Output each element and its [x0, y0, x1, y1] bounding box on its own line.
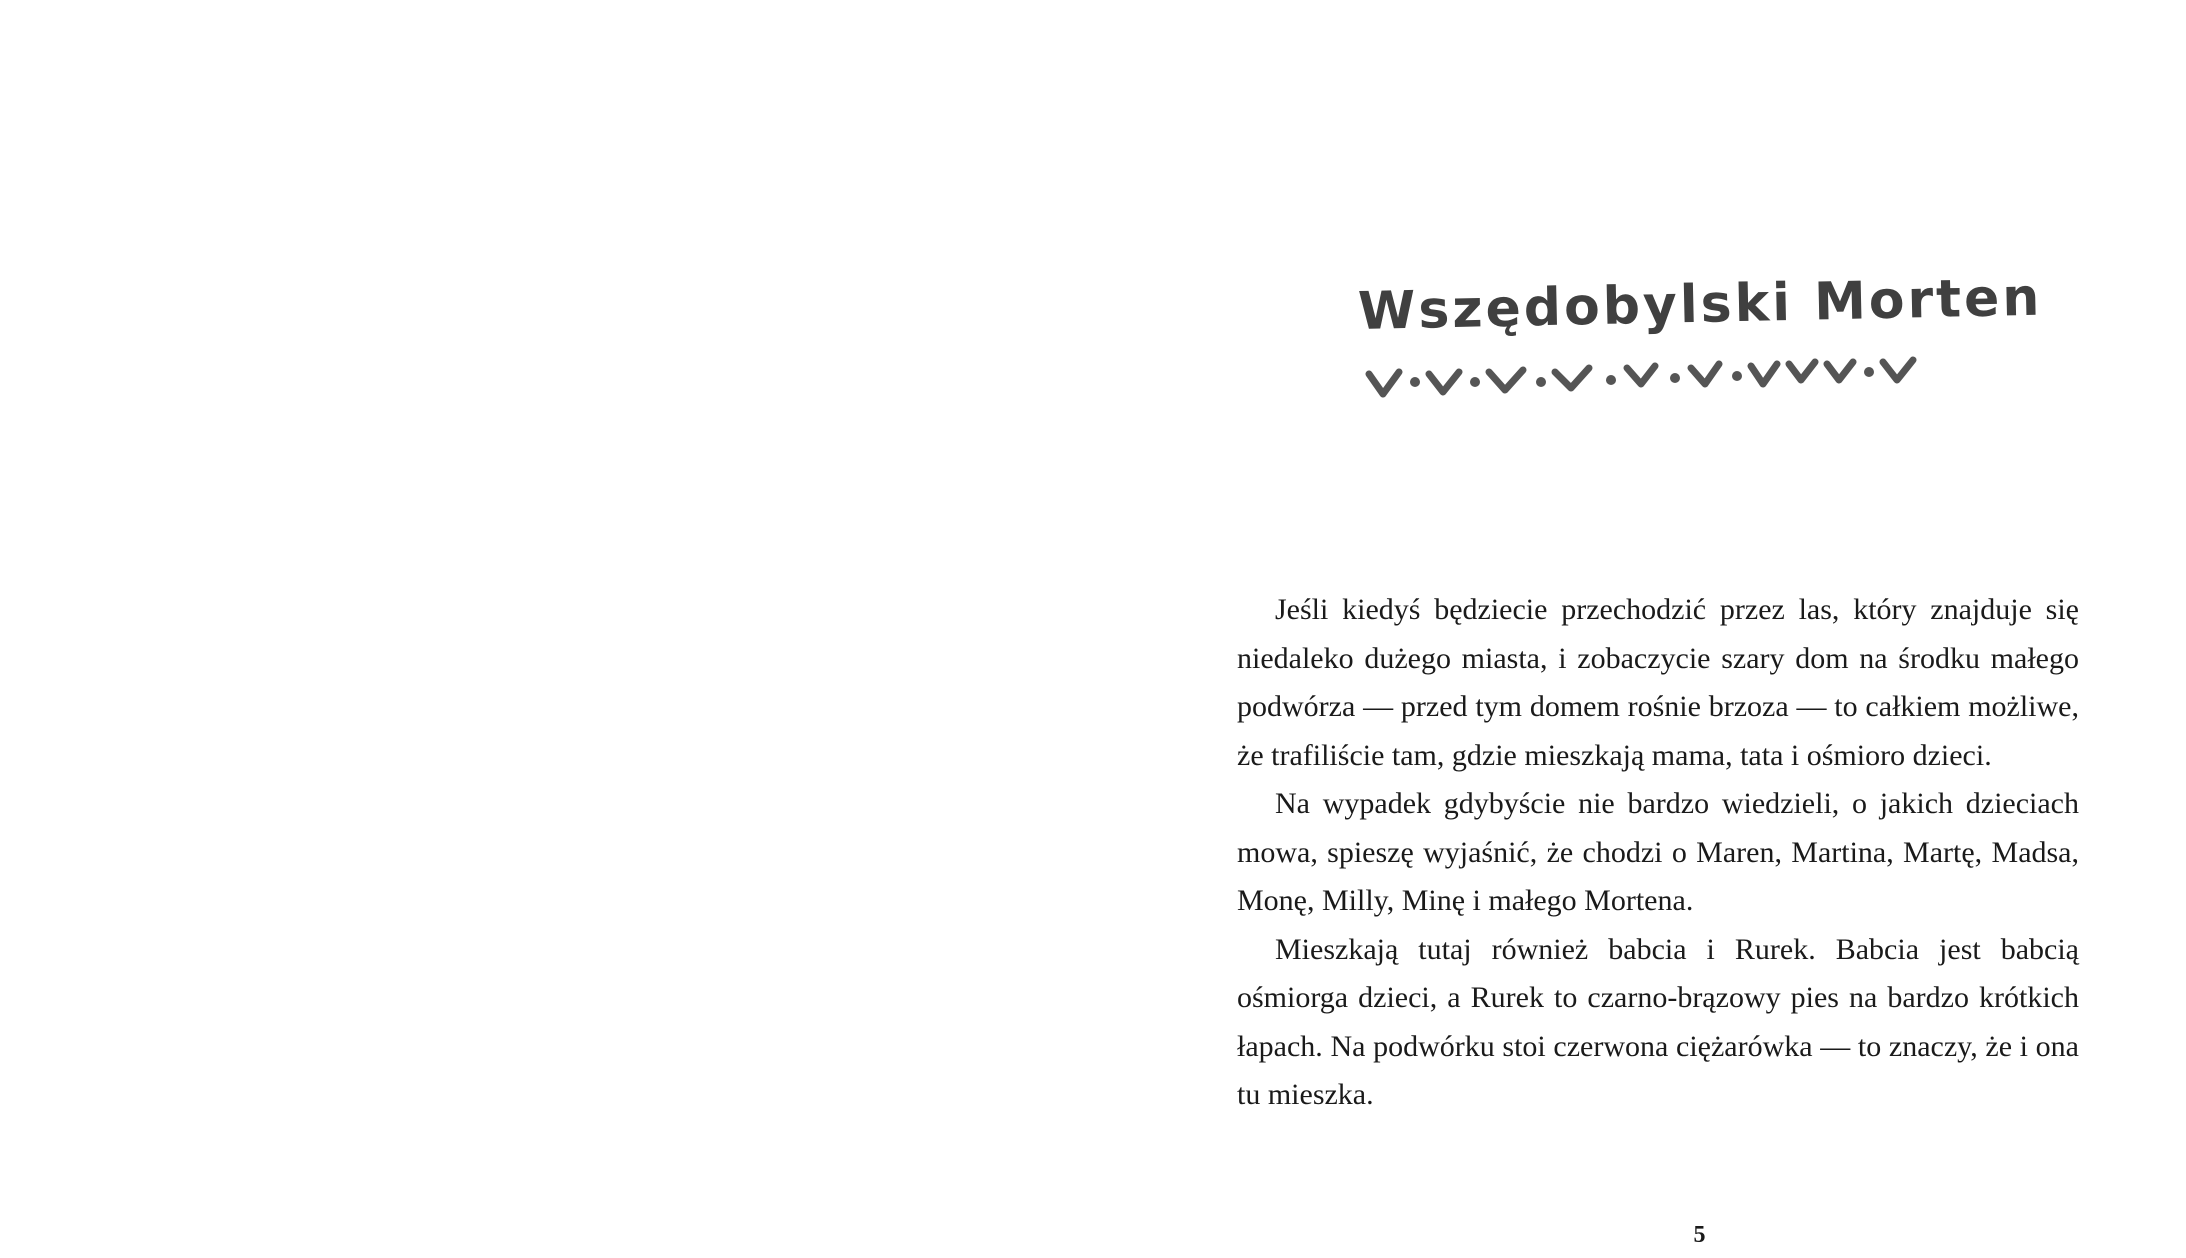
decorative-zigzag-ornament: [1365, 352, 1965, 402]
paragraph: Na wypadek gdybyście nie bardzo wiedzieli, o jakich dzieciach mowa, spieszę wyjaśnić, że chodzi o Maren, Martina, Martę, Madsa, Monę, Milly, Minę i małego Mortena.: [1237, 787, 2079, 917]
paragraph: Mieszkają tutaj również babcia i Rurek. Babcia jest babcią ośmiorga dzieci, a Rurek to czarno-brązowy pies na bardzo krótkich łapach. Na podwórku stoi czerwona ciężarówka — to znaczy, że i ona tu mieszka.: [1237, 932, 2079, 1111]
page-number: 5: [1693, 1222, 1706, 1248]
chapter-body-text: [1237, 586, 2079, 1120]
chapter-title: Wszędobylski Morten: [1357, 267, 2043, 342]
paragraph: Jeśli kiedyś będziecie przechodzić przez las, który znajduje się niedaleko dużego miasta, i zobaczycie szary dom na środku małego podwórza — przed tym domem rośnie brzoza — to całkiem możliwe, że trafiliście tam, gdzie mieszkają mama, tata i ośmioro dzieci.: [1237, 593, 2079, 772]
right-page: [1093, 0, 2186, 1258]
